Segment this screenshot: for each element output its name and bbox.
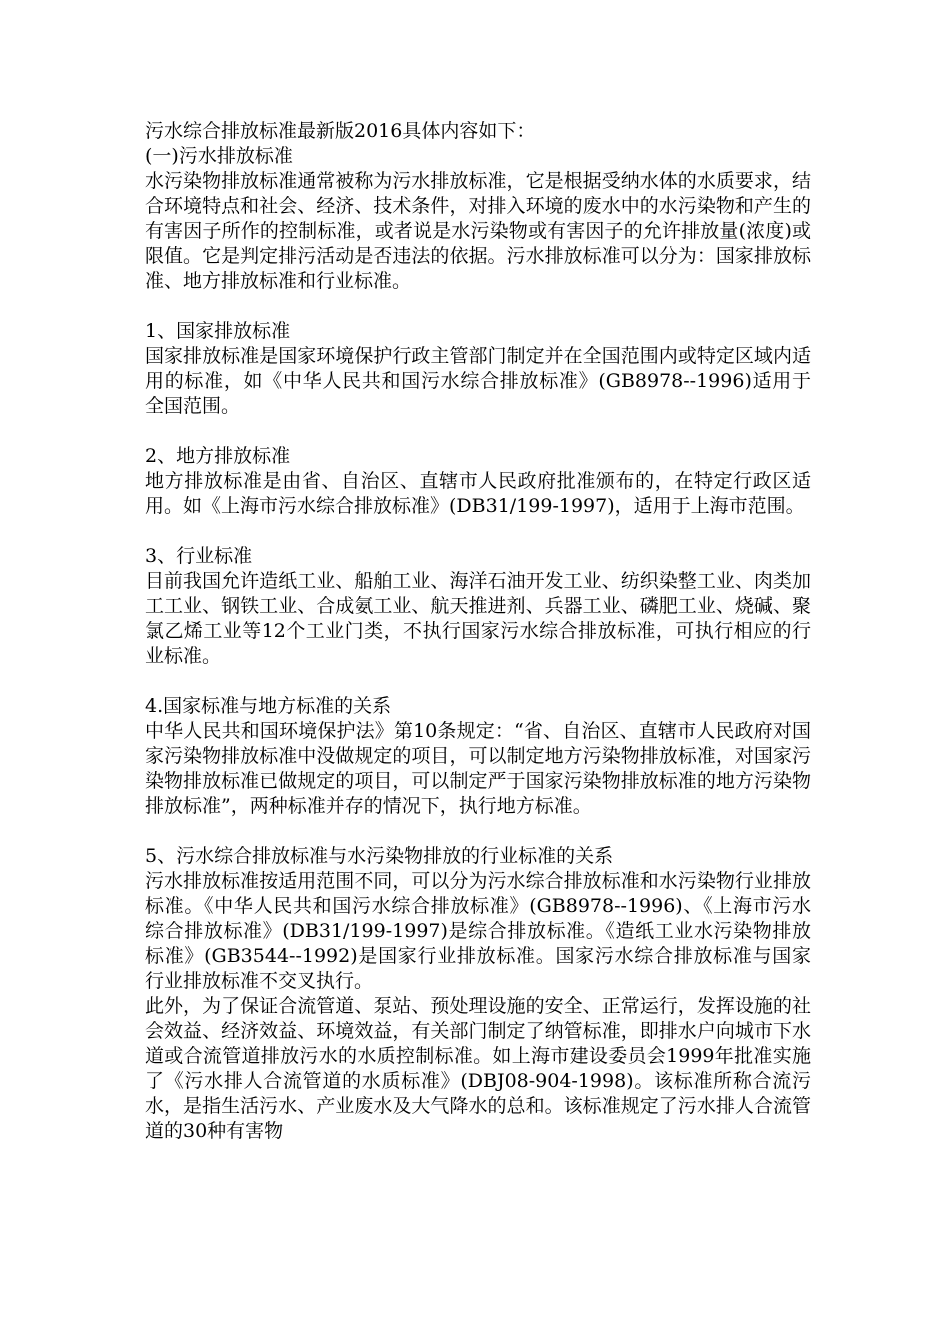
item-paragraph-5b: 此外，为了保证合流管道、泵站、预处理设施的安全、正常运行，发挥设施的社会效益、经济效益、环境效益，有关部门制定了纳管标准，即排水户向城市下水道或合流管道排放污水的水质控制标准。如上海市建设委员会1999年批准实施了《污水排人合流管道的水质标准》(DBJ08-904-1998)。该标准所称合流污水，是指生活污水、产业废水及大气降水的总和。该标准规定了污水排人合流管道的30种有害物 xyxy=(145,995,811,1142)
section-title: (一)污水排放标准 xyxy=(145,145,293,167)
item-paragraph-2: 地方排放标准是由省、自治区、直辖市人民政府批准颁布的，在特定行政区适用。如《上海市污水综合排放标准》(DB31/199-1997)，适用于上海市范围。 xyxy=(145,470,811,517)
paragraph-spacer xyxy=(145,419,811,444)
item-heading-5: 5、污水综合排放标准与水污染物排放的行业标准的关系 xyxy=(145,845,614,867)
item-paragraph-5: 污水排放标准按适用范围不同，可以分为污水综合排放标准和水污染物行业排放标准。《中华人民共和国污水综合排放标准》(GB8978--1996)、《上海市污水综合排放标准》(DB31/199-1997)是综合排放标准。《造纸工业水污染物排放标准》(GB3544--1992)是国家行业排放标准。国家污水综合排放标准与国家行业排放标准不交叉执行。 xyxy=(145,870,811,992)
item-heading-4: 4.国家标准与地方标准的关系 xyxy=(145,695,392,717)
intro-line: 污水综合排放标准最新版2016具体内容如下： xyxy=(145,120,536,142)
item-heading-1: 1、国家排放标准 xyxy=(145,320,291,342)
paragraph-spacer xyxy=(145,819,811,844)
section-paragraph: 水污染物排放标准通常被称为污水排放标准，它是根据受纳水体的水质要求，结合环境特点和社会、经济、技术条件，对排入环境的废水中的水污染物和产生的有害因子所作的控制标准，或者说是水污染物或有害因子的允许排放量(浓度)或限值。它是判定排污活动是否违法的依据。污水排放标准可以分为：国家排放标准、地方排放标准和行业标准。 xyxy=(145,170,811,292)
item-paragraph-1: 国家排放标准是国家环境保护行政主管部门制定并在全国范围内或特定区域内适用的标准，如《中华人民共和国污水综合排放标准》(GB8978--1996)适用于全国范围。 xyxy=(145,345,811,417)
item-heading-3: 3、行业标准 xyxy=(145,545,253,567)
item-paragraph-3: 目前我国允许造纸工业、船舶工业、海洋石油开发工业、纺织染整工业、肉类加工工业、钢铁工业、合成氨工业、航天推进剂、兵器工业、磷肥工业、烧碱、聚氯乙烯工业等12个工业门类，不执行国家污水综合排放标准，可执行相应的行业标准。 xyxy=(145,570,811,667)
item-paragraph-4: 中华人民共和国环境保护法》第10条规定：“省、自治区、直辖市人民政府对国家污染物排放标准中没做规定的项目，可以制定地方污染物排放标准，对国家污染物排放标准已做规定的项目，可以制定严于国家污染物排放标准的地方污染物排放标准”，两种标准并存的情况下，执行地方标准。 xyxy=(145,720,811,817)
item-heading-2: 2、地方排放标准 xyxy=(145,445,291,467)
paragraph-spacer xyxy=(145,519,811,544)
paragraph-spacer xyxy=(145,669,811,694)
paragraph-spacer xyxy=(145,294,811,319)
document-body xyxy=(145,119,811,1144)
